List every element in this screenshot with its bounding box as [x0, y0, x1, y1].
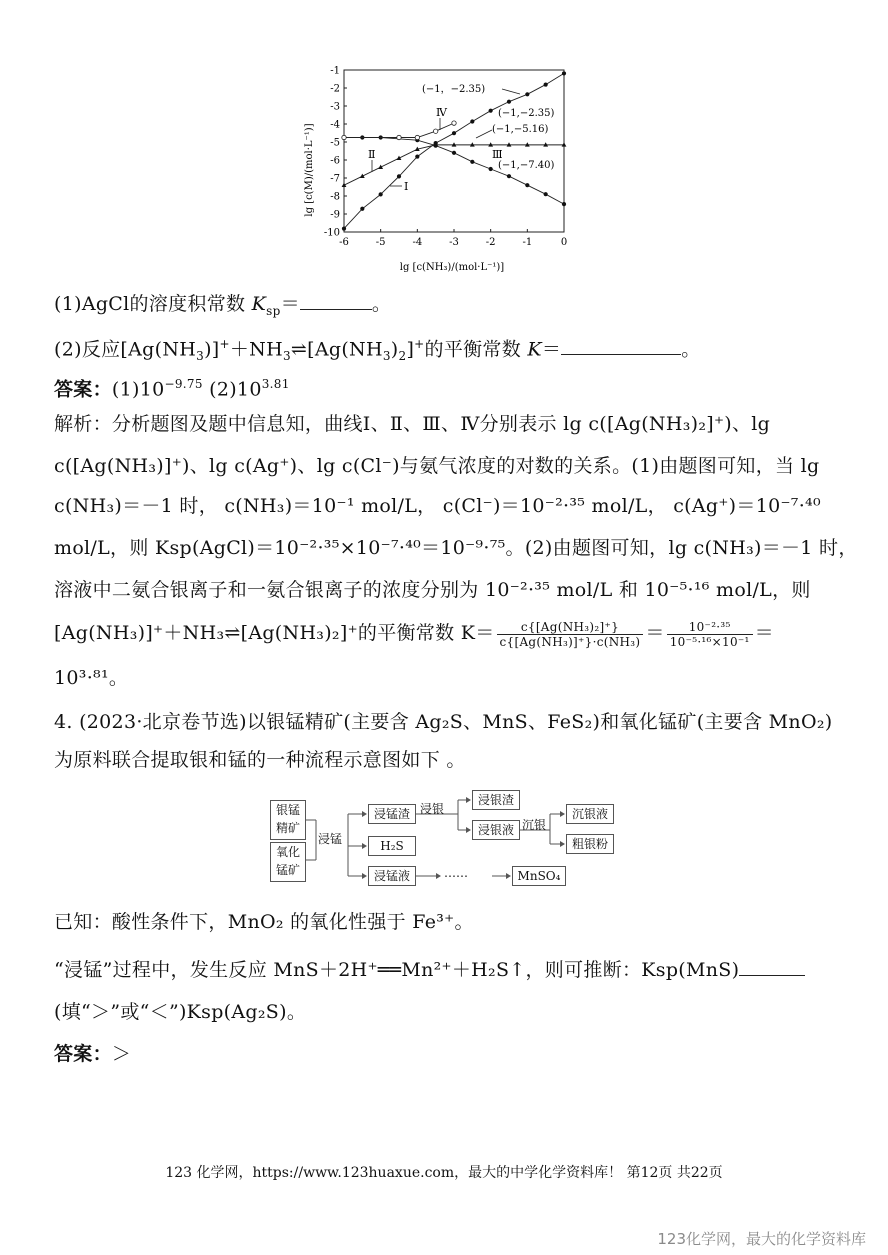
flow-step-leach-manganese: 浸锰: [318, 832, 343, 846]
question-1: [54, 290, 844, 325]
q2-sub: 3: [196, 349, 205, 364]
y-tick-label: -7: [330, 173, 340, 185]
x-tick-label: -1: [522, 237, 533, 248]
fraction-1-num: c{[Ag(NH₃)₂]⁺}: [497, 620, 644, 635]
data-point: [452, 131, 456, 135]
data-point: [525, 92, 529, 96]
q2-arrow: ⇌: [290, 338, 308, 361]
y-tick-label: -2: [330, 83, 340, 95]
analysis-line-5: 溶液中二氨合银离子和一氨合银离子的浓度分别为 10⁻²·³⁵ mol/L 和 10⁻⁵·¹⁶ mol/L，则: [54, 579, 811, 601]
data-point: [397, 174, 401, 178]
answer-2-part: (2)10: [202, 378, 262, 401]
label-curve-I: Ⅰ: [404, 180, 409, 193]
fraction-1: [497, 620, 644, 649]
q1-ksub: sp: [266, 303, 281, 318]
q2-sup: +: [414, 337, 425, 351]
q1-k: K: [251, 293, 267, 315]
flow-ellipsis: ……: [444, 866, 468, 880]
y-tick-label: -9: [330, 209, 340, 221]
annotation-1: (−1，−2.35): [422, 84, 486, 95]
y-tick-label: -3: [330, 101, 340, 113]
label-curve-III: Ⅲ: [492, 148, 503, 161]
answer-1-part: (1)10: [111, 378, 165, 401]
fraction-1-den: c{[Ag(NH₃)]⁺}·c(NH₃): [499, 634, 641, 649]
data-point: [470, 119, 474, 123]
fraction-2-den: 10⁻⁵·¹⁶×10⁻¹: [669, 634, 750, 649]
flow-box-h2s: H₂S: [368, 836, 416, 856]
q2-end: 。: [681, 338, 701, 361]
y-tick-label: -4: [330, 119, 340, 131]
analysis-line-3: c(NH₃)＝－1 时， c(NH₃)＝10⁻¹ mol/L， c(Cl⁻)＝10⁻²·³⁵ mol/L， c(Ag⁺)＝10⁻⁷·⁴⁰: [54, 495, 821, 517]
data-point: [544, 82, 548, 86]
data-point: [434, 144, 438, 148]
flow-box-leached-residue: 浸锰渣: [368, 804, 416, 824]
x-tick-label: -3: [449, 237, 459, 248]
x-tick-label: -2: [485, 237, 496, 248]
y-tick-label: -10: [323, 227, 340, 239]
q1-blank[interactable]: [300, 291, 372, 310]
data-point: [379, 192, 383, 196]
flow-step-leach-silver: 浸银: [420, 802, 445, 816]
q1-text: (1)AgCl的溶度积常数: [54, 293, 252, 315]
data-point: [562, 202, 566, 206]
data-point: [452, 121, 456, 125]
q2-part: [Ag(NH: [307, 338, 383, 361]
analysis-line-6: [54, 616, 844, 650]
answer-label: 答案：: [54, 1043, 112, 1065]
q4b-blank[interactable]: [739, 957, 805, 976]
chart-ylabel: lg [c(M)/(mol·L⁻¹)]: [304, 123, 315, 217]
q2-eq: ＝: [541, 338, 562, 361]
x-tick-label: 0: [560, 237, 568, 248]
flow-box-crude-silver: 粗银粉: [566, 834, 614, 854]
y-tick-label: -8: [330, 191, 340, 203]
question-4b-line-2: (填“＞”或“＜”)Ksp(Ag₂S)。: [54, 1001, 307, 1023]
pointer-1: [502, 89, 520, 94]
y-tick-label: -6: [330, 155, 340, 167]
q2-sub: 3: [382, 349, 391, 364]
watermark: 123化学网，最大的化学资料库: [657, 1230, 866, 1248]
data-point: [415, 154, 419, 158]
flow-box-silver-manganese-ore: 银锰 精矿: [270, 800, 306, 840]
analysis-eq: ＝: [645, 622, 665, 644]
x-tick-label: -6: [339, 237, 349, 248]
chart: [300, 60, 590, 275]
data-point: [433, 129, 437, 133]
chart-xlabel: lg [c(NH₃)/(mol·L⁻¹)]: [399, 262, 505, 273]
known-condition: 已知：酸性条件下，MnO₂ 的氧化性强于 Fe³⁺。: [54, 911, 474, 933]
fraction-2-num: 10⁻²·³⁵: [667, 620, 753, 635]
data-point: [507, 100, 511, 104]
answer-value: ＞: [111, 1043, 132, 1065]
annotation-4: (−1,−7.40): [498, 160, 555, 171]
y-tick-label: -5: [330, 137, 340, 149]
data-point: [342, 135, 346, 139]
analysis-eq-pre: [Ag(NH₃)]⁺＋NH₃⇌[Ag(NH₃)₂]⁺的平衡常数 K＝: [54, 622, 495, 644]
data-point: [562, 71, 566, 75]
analysis-line-4: mol/L，则 Ksp(AgCl)＝10⁻²·³⁵×10⁻⁷·⁴⁰＝10⁻⁹·⁷⁵。(2)由题图可知，lg c(NH₃)＝－1 时，: [54, 537, 858, 559]
data-point: [544, 192, 548, 196]
question-2: [54, 330, 844, 370]
label-curve-IV: Ⅳ: [436, 106, 447, 119]
q2-part: 的平衡常数: [424, 338, 528, 361]
answer-1: [54, 370, 844, 403]
annotation-3: (−1,−5.16): [492, 124, 549, 135]
analysis-line-2: c([Ag(NH₃)]⁺)、lg c(Ag⁺)、lg c(Cl⁻)与氨气浓度的对数的关系。(1)由题图可知，当 lg: [54, 455, 820, 477]
data-point: [360, 207, 364, 211]
flow-box-mnso4: MnSO₄: [512, 866, 566, 886]
analysis-line-1: 解析：分析题图及题中信息知，曲线Ⅰ、Ⅱ、Ⅲ、Ⅳ分别表示 lg c([Ag(NH₃)₂]⁺)、lg: [54, 413, 771, 435]
q1-eq: ＝: [280, 293, 300, 315]
pointer-3: [476, 130, 492, 138]
data-point: [470, 160, 474, 164]
label-curve-II: Ⅱ: [368, 148, 376, 161]
question-4-line-2: 为原料联合提取银和锰的一种流程示意图如下 。: [54, 749, 466, 771]
flow-step-precipitate: 沉银: [522, 818, 547, 832]
x-tick-label: -4: [412, 237, 423, 248]
analysis-eq: ＝: [754, 622, 774, 644]
q2-part: )]: [204, 338, 220, 361]
data-point: [489, 109, 493, 113]
fraction-2: [667, 620, 753, 649]
q2-part: ): [390, 338, 399, 361]
data-point: [397, 135, 401, 139]
flow-box-precipitate-liquid: 沉银液: [566, 804, 614, 824]
y-tick-label: -1: [330, 65, 340, 77]
q4b-text: “浸锰”过程中，发生反应 MnS＋2H⁺══Mn²⁺＋H₂S↑，则可推断：Ksp(MnS): [54, 959, 740, 981]
flow-box-manganese-oxide-ore: 氧化 锰矿: [270, 842, 306, 882]
data-point: [342, 226, 346, 230]
q2-part: ]: [406, 338, 415, 361]
annotation-2: (−1,−2.35): [498, 108, 555, 119]
x-tick-label: -5: [375, 237, 386, 248]
flow-box-silver-residue: 浸银渣: [472, 790, 520, 810]
q2-part: (2)反应[Ag(NH: [54, 338, 197, 361]
q2-sub: 3: [282, 349, 291, 364]
data-point: [415, 135, 419, 139]
answer-label: 答案：: [54, 378, 112, 401]
flow-box-silver-leachate: 浸银液: [472, 820, 520, 840]
answer-2-exp: 3.81: [261, 377, 290, 391]
flowchart: [268, 793, 618, 888]
page-footer: 123 化学网，https://www.123huaxue.com，最大的中学化学资料库！ 第12页 共22页: [165, 1165, 723, 1181]
q2-part: ＋NH: [229, 338, 283, 361]
flow-box-leachate: 浸锰液: [368, 866, 416, 886]
question-4-line-1: 4. (2023·北京卷节选)以银锰精矿(主要含 Ag₂S、MnS、FeS₂)和氧化锰矿(主要含 MnO₂): [54, 711, 833, 733]
data-point: [507, 174, 511, 178]
answer-1-exp: −9.75: [164, 377, 203, 391]
q2-sup: +: [219, 337, 230, 351]
analysis-line-7: 10³·⁸¹。: [54, 667, 129, 689]
q2-k: K: [527, 338, 542, 361]
answer-2: [54, 1040, 844, 1068]
data-point: [452, 151, 456, 155]
question-4b-line-1: [54, 956, 844, 984]
q1-end: 。: [371, 293, 392, 315]
data-point: [489, 167, 493, 171]
q2-blank[interactable]: [561, 336, 681, 355]
q2-sub: 2: [398, 349, 407, 364]
data-point: [525, 183, 529, 187]
